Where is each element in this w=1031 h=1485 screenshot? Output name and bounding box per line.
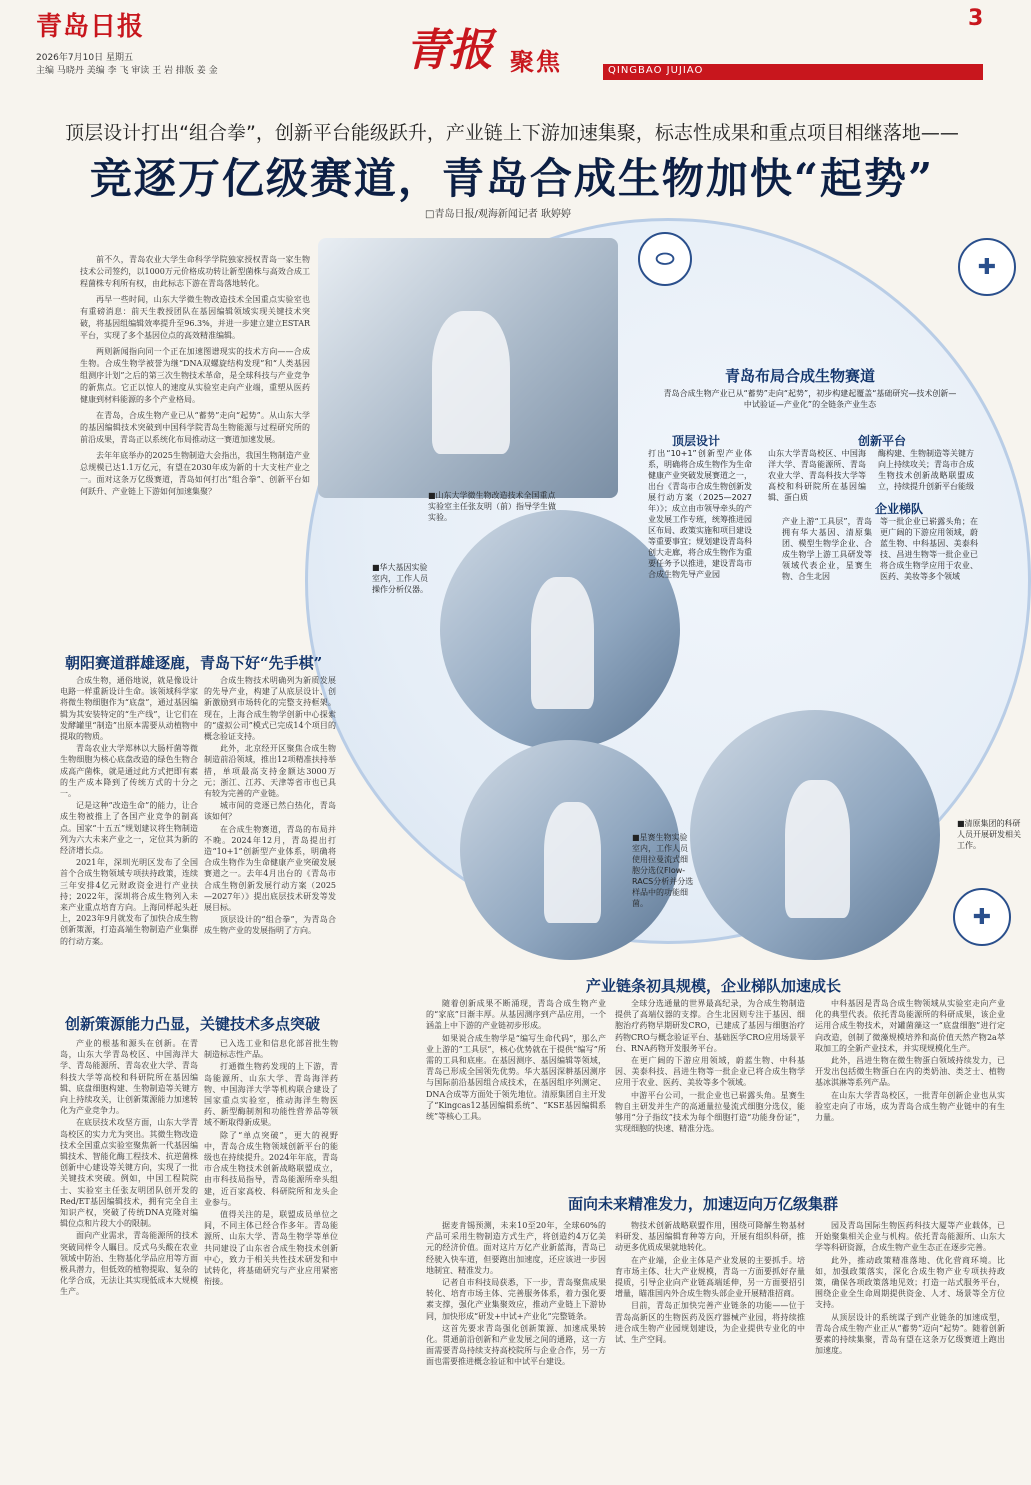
body-column	[815, 1220, 1005, 1475]
body-column	[426, 998, 606, 1188]
section-title: 聚焦	[510, 47, 562, 76]
pill-icon: ⬭	[638, 232, 692, 286]
body-paragraph: 物技术创新战略联盟作用，围绕可降解生物基材料研发、基因编辑育种等方向，开展有组织科研，推动更多优质成果就地转化。	[615, 1221, 805, 1253]
section-mark: 青报	[405, 25, 493, 76]
body-column	[60, 675, 198, 1005]
clipboard-icon: ✚	[958, 238, 1016, 296]
section-heading: 创新策源能力凸显，关键技术多点突破	[65, 1015, 321, 1033]
body-paragraph: 合成生物，通俗地说，就是像设计电路一样重新设计生命。该领域科学家将微生物细胞作为“底盘”，通过基因编辑为其安装特定的“生产线”，让它们在发酵罐里“制造”出原本需要从动植物中提取的物质。	[60, 676, 198, 742]
medical-kit-icon: ✚	[953, 888, 1011, 946]
body-paragraph: 如果说合成生物学是“编写生命代码”，那么产业上游的“工具层”，核心优势就在于提供“编写”所需的工具和底座。在基因测序、基因编辑等领域，青岛已形成全国领先优势。华大基因深耕基因测序与国际前沿基因组合成技术，在基因组序列测定、DNA合成等方面处于领先地位。清原集团自主开发了“Kingcas12基因编辑系统”、“KSE基因编辑系统”等核心工具。	[426, 1033, 606, 1122]
body-paragraph: 从顶层设计的系统谋子到产业链条的加速成型，青岛合成生物产业正从“蓄势”迈向“起势”。随着创新要素的持续集聚，青岛有望在这条万亿级赛道上跑出加速度。	[815, 1312, 1005, 1356]
lead-paragraph: 在青岛，合成生物产业已从“蓄势”走向“起势”。从山东大学的基因编辑技术突破到中国科学院青岛生物能源与过程研究所的前沿成果，青岛正以系统化布局推动这一赛道加速发展。	[80, 411, 310, 444]
body-paragraph: 全球分选通量的世界最高纪录，为合成生物制造提供了高端仪器的支撑。合生北因则专注于基因、细胞治疗药物早期研发CRO，已建成了基因与细胞治疗药物CRO与概念验证平台、基础医学CRO应用场景平台、RNA药物开发服务平台。	[615, 999, 805, 1053]
photo-caption: ■华大基因实验室内，工作人员操作分析仪器。	[372, 563, 428, 594]
photo-caption: ■清原集团的科研人员开展研发相关工作。	[957, 819, 1021, 850]
body-column	[815, 998, 1005, 1188]
body-paragraph: 在更广阔的下游应用领域，蔚蓝生物、中科基因、美泰科技、昌进生物等一批企业已将合成生物学应用于农业、医药、美妆等多个领域。	[615, 1056, 805, 1088]
infobox-heading-ladder: 企业梯队	[875, 502, 924, 516]
body-column	[204, 675, 336, 936]
article-headline: 竞逐万亿级赛道，青岛合成生物加快“起势”	[89, 154, 935, 203]
body-paragraph: 记者自市科技局获悉，下一步，青岛聚焦成果转化、培育市场主体、完善服务体系，着力强化要素支撑，强化产业集聚效应，推动产业链上下游协同，加快形成“研发+中试+产业化”完整链条。	[426, 1278, 606, 1321]
section-heading: 产业链条初具规模，企业梯队加速成长	[586, 977, 842, 995]
infobox-text-platform: 酶构建、生物制造等关键方向上持续攻关；青岛市合成生物技术创新战略联盟成立，持续提升创新平台能级	[878, 449, 974, 491]
issue-meta	[36, 52, 218, 78]
lab-photo-researchers	[690, 710, 940, 960]
infobox-text-top-design: 打出“10+1”创新型产业体系，明确将合成生物作为生命健康产业突破发展赛道之一，出台《青岛市合成生物创新发展行动方案（2025—2027年）》；成立由市领导牵头的产业发展工作专班，统筹推进园区布局、政策实施和项目建设等重要事宜；规划建设青岛科创大走廊，将合成生物作为重要任务予以推进，建设青岛市合成生物先导产业园	[648, 449, 752, 579]
lab-photo-professor	[318, 238, 618, 498]
body-paragraph: 此外，昌进生物在微生物蛋白领域持续发力，已开发出包括微生物蛋白在内的类奶油、类芝士、植物基冰淇淋等系列产品。	[815, 1056, 1005, 1088]
editor-credits: 主编 马晓丹 美编 李 飞 审读 王 岩 排版 姜 金	[36, 66, 218, 76]
body-paragraph: 城市间的竞逐已然白热化，青岛该如何？	[204, 801, 336, 822]
lead-paragraph: 去年年底举办的2025生物制造大会指出，我国生物制造产业总规模已达1.1万亿元，有望在2030年成为新的十大支柱产业之一。面对这条万亿级赛道，青岛如何打出“组合拳”、创新平台如何跃升、产业链上下游如何加速集聚？	[80, 451, 310, 496]
body-paragraph: 值得关注的是，联盟成员单位之间，不同主体已经合作多年。青岛能源所、山东大学、青岛生物学等单位共同建设了山东省合成生物技术创新中心，致力于相关共性技术研发和中试转化，将基础研究与产业应用紧密衔接。	[204, 1210, 338, 1287]
infobox-title: 青岛布局合成生物赛道	[724, 367, 875, 385]
body-paragraph: 顶层设计的“组合拳”，为青岛合成生物产业的发展指明了方向。	[204, 915, 336, 936]
lead-paragraph: 前不久，青岛农业大学生命科学学院独家授权青岛一家生物技术公司签约，以1000万元价格成功转让新型菌株与高效合成工程菌株专利所有权，由此标志下游在青岛落地转化。	[80, 255, 310, 288]
body-paragraph: 中游平台公司，一批企业也已崭露头角。星赛生物自主研发并生产的高通量拉曼流式细胞分选仪，能够用“分子指纹”技术为每个细胞打造“功能身份证”，实现细胞的快速、精准分选。	[615, 1090, 805, 1134]
body-paragraph: 此外，北京经开区聚焦合成生物制造前沿领域，推出12项精准扶持举措，单项最高支持金额达3000万元；浙江、江苏、天津等省市也已具有较为完善的产业链。	[204, 744, 336, 799]
body-paragraph: 除了“单点突破”，更大的视野中，青岛合成生物领域创新平台的能级也在持续提升。2024年年底，青岛市合成生物技术创新战略联盟成立，由市科技局指导，青岛能源所牵头组建，近百家高校、科研院所和龙头企业参与。	[204, 1130, 338, 1207]
body-paragraph: 打通微生物药发现的上下游，青岛能源所、山东大学、青岛海洋药物、中国海洋大学等机构联合建设了国家重点实验室，推动海洋生物医药、新型酶制剂和功能性营养品等领域不断取得新成果。	[204, 1062, 338, 1128]
photo-caption: ■山东大学微生物改造技术全国重点实验室主任张友明（前）指导学生做实验。	[428, 491, 556, 522]
body-column	[204, 1038, 338, 1478]
newspaper-logo: 青岛日报	[36, 12, 145, 42]
article-byline: □青岛日报/观海新闻记者 耿婷婷	[425, 209, 571, 220]
body-paragraph: 面向产业需求，青岛能源所的技术突破同样令人瞩目。反式乌头酸在农业领域中防治、生物基化学品应用等方面极具潜力，但低效的植物提取、复杂的化学合成，无法让其实现低成本大规模生产。	[60, 1231, 198, 1297]
body-paragraph: 在合成生物赛道，青岛的布局并不晚。2024年12月，青岛提出打造“10+1”创新型产业体系，明确将合成生物作为生命健康产业突破发展赛道之一。去年4月出台的《青岛市合成生物创新发展行动方案（2025—2027年）》提出底层技术研发等发展目标。	[204, 824, 336, 913]
infobox-text-platform: 山东大学青岛校区、中国海洋大学、青岛能源所、青岛农业大学、青岛科技大学等高校和科研院所在基因编辑、蛋白质	[768, 449, 866, 502]
body-paragraph: 园及青岛国际生物医药科技大厦等产业载体，已开始聚集相关企业与机构。依托青岛能源所、山东大学等科研资源，合成生物产业生态正在逐步完善。	[815, 1221, 1005, 1253]
body-column	[60, 1038, 198, 1478]
article-lead	[80, 254, 310, 502]
infobox-subtitle: 青岛合成生物产业已从“蓄势”走向“起势”，初步构建起覆盖“基础研究—技术创新—中试验证—产业化”的全链条产业生态	[663, 389, 957, 409]
section-heading: 朝阳赛道群雄逐鹿，青岛下好“先手棋”	[65, 654, 323, 672]
photo-caption: ■星赛生物实验室内，工作人员使用拉曼流式细胞分选仪Flow-RACS分析并分选样品中的功能细菌。	[632, 833, 694, 908]
body-paragraph: 中科基因是青岛合成生物领域从实验室走向产业化的典型代表。依托青岛能源所的科研成果，该企业运用合成生物技术，对罐菌藻这一“底盘细胞”进行定向改造，创制了微藻规模培养和高价值天然产物2a萃取加工的全新产业技术，并实现规模化生产。	[815, 999, 1005, 1053]
body-paragraph: 记是这种“改造生命”的能力，让合成生物被推上了各国产业竞争的制高点。国家“十五五”规划建议将生物制造列为六大未来产业之一，定位其为新的经济增长点。	[60, 801, 198, 856]
body-paragraph: 青岛农业大学郑林以大肠杆菌等微生物细胞为核心底盘改造的绿色生物合成高产菌株，就是通过此方式把即有素的生产成本降到了传统方式的十分之一。	[60, 744, 198, 799]
section-heading: 面向未来精准发力，加速迈向万亿级集群	[568, 1195, 839, 1213]
body-paragraph: 2021年，深圳光明区发布了全国首个合成生物领域专项扶持政策，连续三年安排4亿元财政资金进行产业扶持；2022年，深圳将合成生物列入未来产业重点培育方向。上海同样起头赶上，2023年9月就发布了加快合成生物创新策源，打造高端生物制造产业集群的行动方案。	[60, 858, 198, 946]
body-column	[426, 1220, 606, 1475]
infobox-heading-platform: 创新平台	[858, 434, 907, 448]
infobox-heading-top-design: 顶层设计	[672, 434, 721, 448]
body-paragraph: 合成生物技术明确列为新质发展的先导产业，构建了从底层设计、创新激励到市场转化的完整支持框架。现在，上海合成生物学创新中心探索的“虚拟公司”模式已完成14个项目的概念验证支持。	[204, 676, 336, 742]
body-paragraph: 产业的根基和源头在创新。在青岛，山东大学青岛校区、中国海洋大学、青岛能源所、青岛农业大学、青岛科技大学等高校和科研院所在基因编辑、底盘细胞构建、生物制造等关键方向上持续攻关，让创新策源能力加速转化为产业竞争力。	[60, 1039, 198, 1116]
issue-date: 2026年7月10日 星期五	[36, 53, 133, 63]
body-column	[615, 998, 805, 1188]
body-paragraph: 据麦肯锡预测，未来10至20年，全球60%的产品可采用生物制造方式生产，将创造约4万亿美元的经济价值。面对这片万亿产业新蓝海，青岛已经驶入快车道，但要跑出加速度，还应该进一步因地制宜、精准发力。	[426, 1221, 606, 1275]
body-paragraph: 此外，推动政策精准落地、优化营商环境。比如，加强政策落实，深化合成生物产业专项扶持政策，确保各项政策落地见效；打造一站式服务平台，围绕企业全生命周期提供资金、人才、场景等全方位支持。	[815, 1255, 1005, 1310]
body-paragraph: 在底层技术攻坚方面，山东大学青岛校区的实力尤为突出。其微生物改造技术全国重点实验室聚焦新一代基因编辑技术、智能化酶工程技术、抗逆菌株创新中心建设等关键方向，实现了一批关键技术突破。例如，中国工程院院士、实验室主任张友明团队创开发的Red/ET基因编辑技术，拥有完全自主知识产权，突破了传统DNA克隆对编辑位点和片段大小的限制。	[60, 1118, 198, 1229]
lead-paragraph: 两则新闻指向同一个正在加速图谱现实的技术方向——合成生物。合成生物学被誉为继“DNA双螺旋结构发现”和“人类基因组测序计划”之后的第三次生物技术革命，是全球科技与产业竞争的新焦点。它正以惊人的速度从实验室走向产业端，重塑从医药健康到材料能源的多个产业格局。	[80, 347, 310, 404]
section-english: QINGBAO JUJIAO	[608, 65, 704, 76]
body-paragraph: 在产业端，企业主体是产业发展的主要抓手。培育市场主体、壮大产业规模，青岛一方面要抓好存量提质，引导企业向产业链高端延伸，另一方面要招引增量，瞄准国内外合成生物头部企业开展精准招商。	[615, 1255, 805, 1299]
body-paragraph: 随着创新成果不断涌现，青岛合成生物产业的“家底”日渐丰厚。从基因测序到产品应用，一个涵盖上中下游的产业链初步形成。	[426, 999, 606, 1031]
body-column	[615, 1220, 805, 1475]
infobox-text-ladder: 产业上游“工具层”，青岛拥有华大基因、清原集团、模型生物学企业、合成生物学上游工具研发等领域代表企业，星赛生物、合生北因	[782, 517, 872, 581]
lead-paragraph: 再早一些时间，山东大学微生物改造技术全国重点实验室也有重磅消息：前天生教授团队在基因编辑领域实现关键技术突破，将基因组编辑效率提升至96.3%，并进一步建立建立ESTAR平台，实现了多个基因位点的高效精准编辑。	[80, 295, 310, 340]
body-paragraph: 这首先要求青岛强化创新策源、加速成果转化。贯通前沿创新和产业发展之间的通路，这一方面需要青岛持续支持高校院所与企业合作，另一方面也需要推进概念验证和中试平台建设。	[426, 1323, 606, 1367]
article-kicker: 顶层设计打出“组合拳”，创新平台能级跃升，产业链上下游加速集聚，标志性成果和重点项目相继落地——	[65, 122, 959, 144]
page-number: 3	[968, 6, 984, 31]
infobox-text-ladder: 等一批企业已崭露头角；在更广阔的下游应用领域，蔚蓝生物、中科基因、美泰科技、昌进生物等一批企业已将合成生物学应用于农业、医药、美妆等多个领域	[880, 517, 978, 581]
lab-photo-instrument	[440, 510, 680, 750]
body-paragraph: 在山东大学青岛校区，一批青年创新企业也从实验室走向了市场，成为青岛合成生物产业链中的有生力量。	[815, 1090, 1005, 1123]
body-paragraph: 目前，青岛正加快完善产业链条的功能——位于青岛高新区的生物医药及医疗器械产业园，将持续推进合成生物产业园规划建设，为企业提供专业化的中试、生产空间。	[615, 1301, 805, 1345]
body-paragraph: 已入选工业和信息化部首批生物制造标志性产品。	[204, 1039, 338, 1060]
